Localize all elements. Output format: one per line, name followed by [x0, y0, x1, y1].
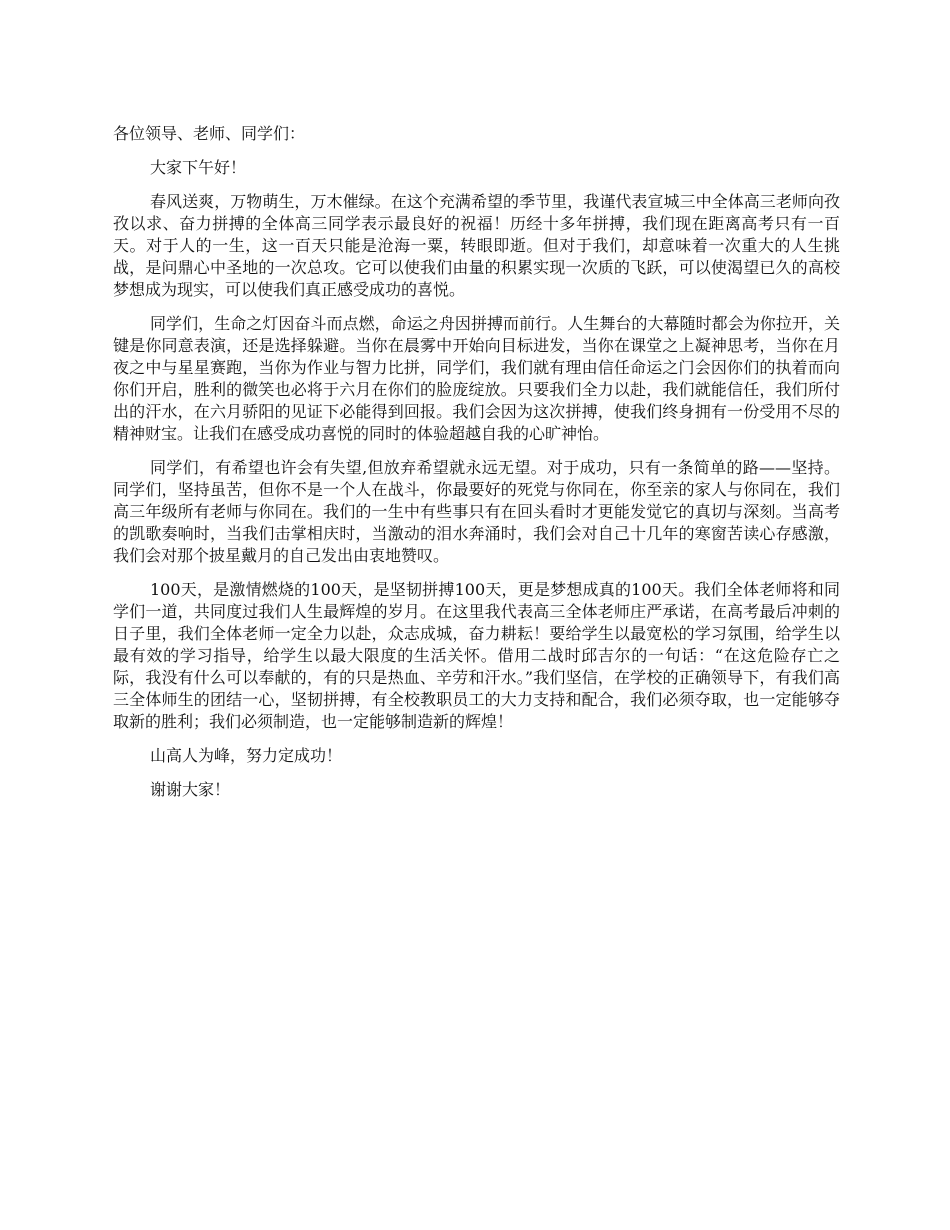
paragraph-4: 100天，是激情燃烧的100天，是坚韧拼搏100天，更是梦想成真的100天。我们全体老师将和同学们一道，共同度过我们人生最辉煌的岁月。在这里我代表高三全体老师庄严承诺，在高考最后冲刺的日子里，我们全体老师一定全力以赴，众志成城，奋力耕耘！要给学生以最宽松的学习氛围，给学生以最有效的学习指导，给学生以最大限度的生活关怀。借用二战时邱吉尔的一句话：“在这危险存亡之际，我没有什么可以奉献的，有的只是热血、辛劳和汗水。”我们坚信，在学校的正确领导下，有我们高三全体师生的团结一心，坚韧拼搏，有全校教职员工的大力支持和配合，我们必须夺取，也一定能够夺取新的胜利；我们必须制造，也一定能够制造新的辉煌！: [113, 580, 840, 731]
paragraph-3: 同学们，有希望也许会有失望,但放弃希望就永远无望。对于成功，只有一条简单的路——坚持。同学们，坚持虽苦，但你不是一个人在战斗，你最要好的死党与你同在，你至亲的家人与你同在，我们高三年级所有老师与你同在。我们的一生中有些事只有在回头看时才更能发觉它的真切与深刻。当高考的凯歌奏响时，当我们击掌相庆时，当激动的泪水奔涌时，我们会对自己十几年的寒窗苦读心存感激，我们会对那个披星戴月的自己发出由衷地赞叹。: [113, 458, 840, 565]
paragraph-slogan: 山高人为峰，努力定成功！: [150, 746, 343, 765]
document-page: [113, 123, 840, 813]
paragraph-2: 同学们，生命之灯因奋斗而点燃，命运之舟因拼搏而前行。人生舞台的大幕随时都会为你拉开，关键是你同意表演，还是选择躲避。当你在晨雾中开始向目标进发，当你在课堂之上凝神思考，当你在月夜之中与星星赛跑，当你为作业与智力比拼，同学们，我们就有理由信任命运之门会因你们的执着而向你们开启，胜利的微笑也必将于六月在你们的脸庞绽放。只要我们全力以赴，我们就能信任，我们所付出的汗水，在六月骄阳的见证下必能得到回报。我们会因为这次拼搏，使我们终身拥有一份受用不尽的精神财宝。让我们在感受成功喜悦的同时的体验超越自我的心旷神怡。: [113, 314, 840, 443]
salutation: 各位领导、老师、同学们：: [113, 124, 306, 143]
paragraph-greeting: 大家下午好！: [150, 158, 247, 177]
paragraph-1: 春风送爽，万物萌生，万木催绿。在这个充满希望的季节里，我谨代表宣城三中全体高三老师向孜孜以求、奋力拼搏的全体高三同学表示最良好的祝福！历经十多年拼搏，我们现在距离高考只有一百天。对于人的一生，这一百天只能是沧海一粟，转眼即逝。但对于我们，却意味着一次重大的人生挑战，是问鼎心中圣地的一次总攻。它可以使我们由量的积累实现一次质的飞跃，可以使渴望已久的高校梦想成为现实，可以使我们真正感受成功的喜悦。: [113, 192, 840, 299]
paragraph-closing: 谢谢大家！: [150, 780, 231, 799]
